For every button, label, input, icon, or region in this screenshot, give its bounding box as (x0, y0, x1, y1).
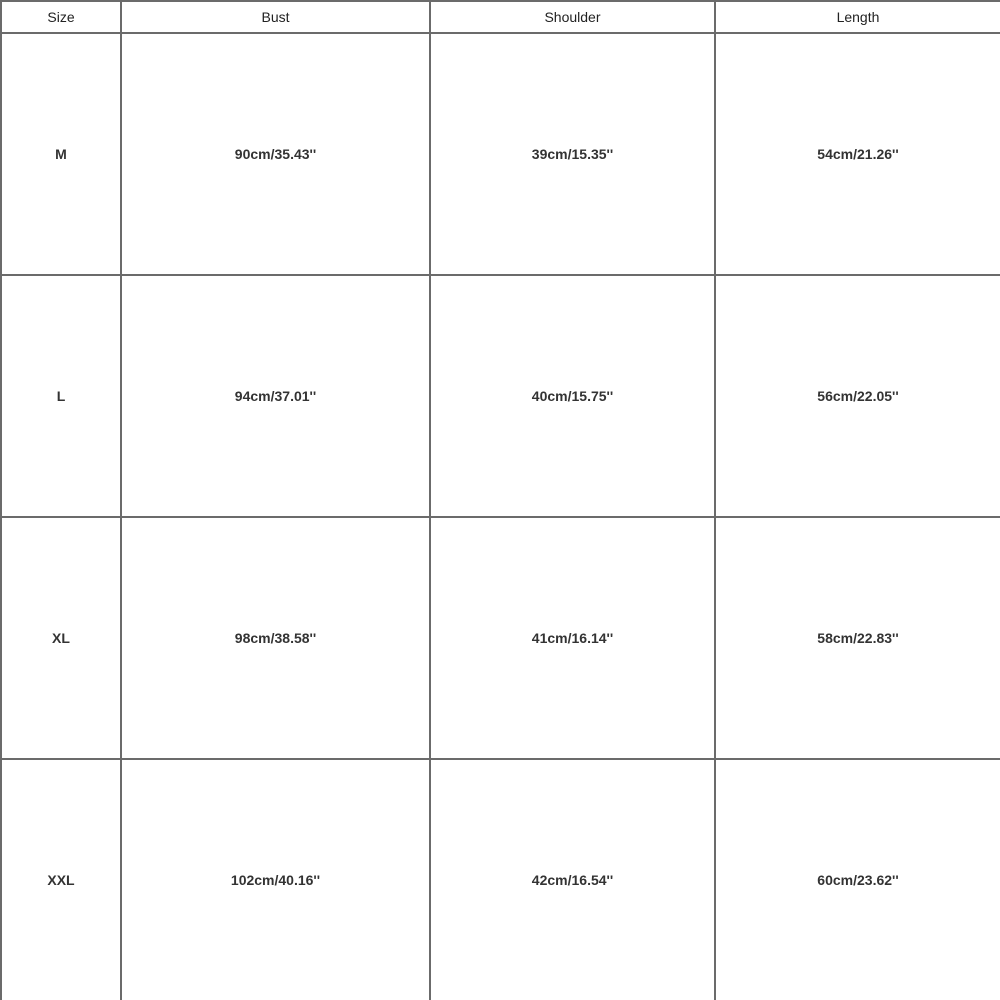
header-length: Length (715, 1, 1000, 33)
table-row (1, 275, 1000, 517)
cell-length: 54cm/21.26'' (715, 33, 1000, 275)
cell-shoulder: 42cm/16.54'' (430, 759, 715, 1000)
cell-bust: 90cm/35.43'' (121, 33, 430, 275)
header-bust: Bust (121, 1, 430, 33)
cell-length: 56cm/22.05'' (715, 275, 1000, 517)
cell-size: XL (1, 517, 121, 759)
cell-bust: 94cm/37.01'' (121, 275, 430, 517)
cell-shoulder: 41cm/16.14'' (430, 517, 715, 759)
cell-length: 60cm/23.62'' (715, 759, 1000, 1000)
cell-shoulder: 40cm/15.75'' (430, 275, 715, 517)
cell-bust: 102cm/40.16'' (121, 759, 430, 1000)
header-row (1, 1, 1000, 33)
header-size: Size (1, 1, 121, 33)
table-row (1, 759, 1000, 1000)
cell-size: M (1, 33, 121, 275)
cell-bust: 98cm/38.58'' (121, 517, 430, 759)
cell-size: XXL (1, 759, 121, 1000)
cell-size: L (1, 275, 121, 517)
header-shoulder: Shoulder (430, 1, 715, 33)
cell-length: 58cm/22.83'' (715, 517, 1000, 759)
cell-shoulder: 39cm/15.35'' (430, 33, 715, 275)
table-row (1, 517, 1000, 759)
table-row (1, 33, 1000, 275)
